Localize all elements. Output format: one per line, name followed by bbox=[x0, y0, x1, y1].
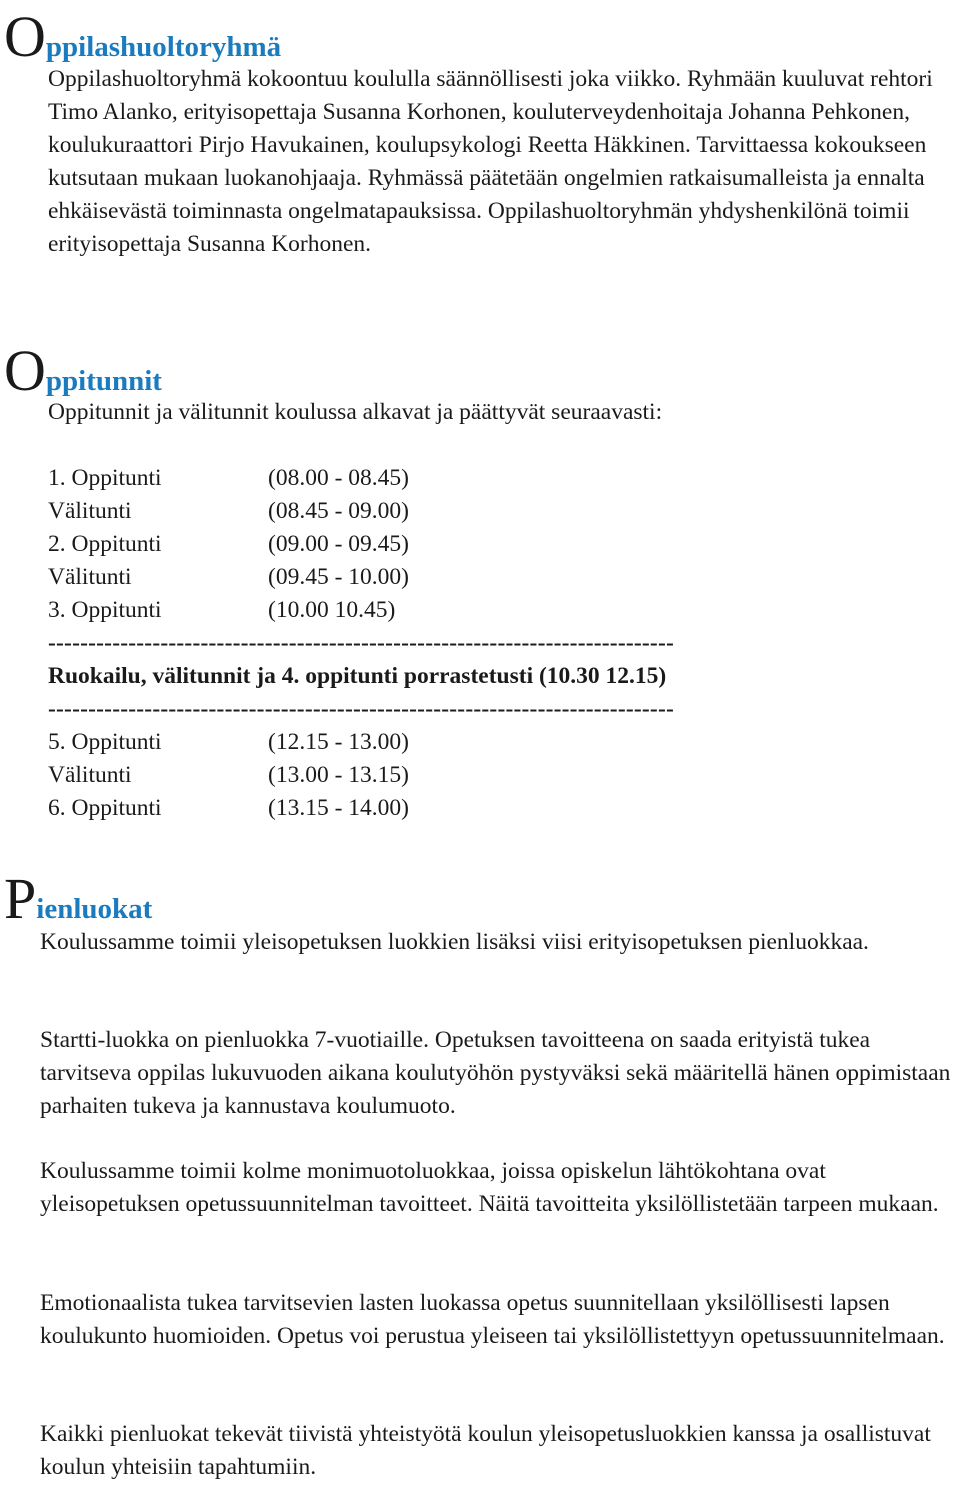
lesson-schedule bbox=[48, 462, 674, 825]
schedule-label: Välitunti bbox=[48, 762, 132, 788]
pienluokat-paragraph: Koulussamme toimii kolme monimuotoluokkaa, joissa opiskelun lähtökohtana ovat yleisopetuksen opetussuunnitelman tavoitteet. Näitä tavoitteita yksilöllistetään tarpeen mukaan. bbox=[40, 1158, 939, 1217]
schedule-time: (08.00 - 08.45) bbox=[268, 465, 409, 491]
schedule-time: (09.00 - 09.45) bbox=[268, 531, 409, 557]
lunch-row: Ruokailu, välitunnit ja 4. oppitunti porrastetusti (10.30 12.15) bbox=[48, 663, 667, 689]
schedule-row bbox=[48, 561, 674, 594]
heading-initial: P bbox=[4, 866, 37, 931]
schedule-time: (08.45 - 09.00) bbox=[268, 498, 409, 524]
schedule-time: (13.15 - 14.00) bbox=[268, 795, 409, 821]
heading-oppitunnit bbox=[4, 338, 162, 403]
oppilashuolto-paragraph: Oppilashuoltoryhmä kokoontuu koululla säännöllisesti joka viikko. Ryhmään kuuluvat rehtori Timo Alanko, erityisopettaja Susanna Korhonen, kouluterveydenhoitaja Johanna Pehkonen, koulukuraattori Pirjo Havukainen, koulupsykologi Reetta Häkkinen. Tarvittaessa kokoukseen kutsutaan mukaan luokanohjaaja. Ryhmässä päätetään ongelmien ratkaisumalleista ja ennalta ehkäisevästä toiminnasta ongelmatapauksissa. Oppilashuoltoryhmän yhdyshenkilönä toimii erityisopettaja Susanna Korhonen. bbox=[48, 66, 933, 257]
pienluokat-paragraph: Emotionaalista tukea tarvitsevien lasten luokassa opetus suunnitellaan yksilöllisesti lapsen koulukunto huomioiden. Opetus voi perustua yleiseen tai yksilöllistettyyn opetussuunnitelmaan. bbox=[40, 1290, 945, 1349]
schedule-row bbox=[48, 528, 674, 561]
schedule-intro: Oppitunnit ja välitunnit koulussa alkavat ja päättyvät seuraavasti: bbox=[48, 399, 663, 425]
schedule-label: 5. Oppitunti bbox=[48, 729, 162, 755]
heading-rest: ppilashuoltoryhmä bbox=[45, 31, 282, 63]
pienluokat-paragraph: Startti-luokka on pienluokka 7-vuotiaille. Opetuksen tavoitteena on saada erityistä tukea tarvitseva oppilas lukuvuoden aikana koulutyöhön pystyväksi sekä määritellä hänen oppimistaan parhaiten tukeva ja kannustava koulumuoto. bbox=[40, 1027, 951, 1119]
pienluokat-paragraph: Kaikki pienluokat tekevät tiivistä yhteistyötä koulun yleisopetusluokkien kanssa ja osallistuvat koulun yhteisiin tapahtumiin. bbox=[40, 1421, 931, 1480]
heading-oppilashuoltoryhma bbox=[4, 4, 282, 69]
heading-pienluokat bbox=[4, 866, 153, 931]
schedule-time: (09.45 - 10.00) bbox=[268, 564, 409, 590]
schedule-row bbox=[48, 759, 674, 792]
schedule-time: (12.15 - 13.00) bbox=[268, 729, 409, 755]
schedule-time: (13.00 - 13.15) bbox=[268, 762, 409, 788]
schedule-label: 6. Oppitunti bbox=[48, 795, 162, 821]
schedule-label: 3. Oppitunti bbox=[48, 597, 162, 623]
schedule-label: 2. Oppitunti bbox=[48, 531, 162, 557]
schedule-label: Välitunti bbox=[48, 498, 132, 524]
schedule-label: Välitunti bbox=[48, 564, 132, 590]
schedule-row bbox=[48, 495, 674, 528]
schedule-row bbox=[48, 726, 674, 759]
heading-initial: O bbox=[4, 4, 46, 69]
schedule-divider: ------------------------------------------------------------------------------ bbox=[48, 696, 675, 722]
heading-initial: O bbox=[4, 338, 46, 403]
schedule-row bbox=[48, 462, 674, 495]
schedule-divider: ------------------------------------------------------------------------------ bbox=[48, 630, 675, 656]
pienluokat-paragraph: Koulussamme toimii yleisopetuksen luokkien lisäksi viisi erityisopetuksen pienluokkaa. bbox=[40, 929, 869, 955]
heading-rest: ppitunnit bbox=[45, 365, 162, 397]
heading-rest: ienluokat bbox=[36, 893, 153, 925]
schedule-time: (10.00 10.45) bbox=[268, 597, 396, 623]
schedule-row bbox=[48, 594, 674, 627]
schedule-row bbox=[48, 792, 674, 825]
schedule-label: 1. Oppitunti bbox=[48, 465, 162, 491]
